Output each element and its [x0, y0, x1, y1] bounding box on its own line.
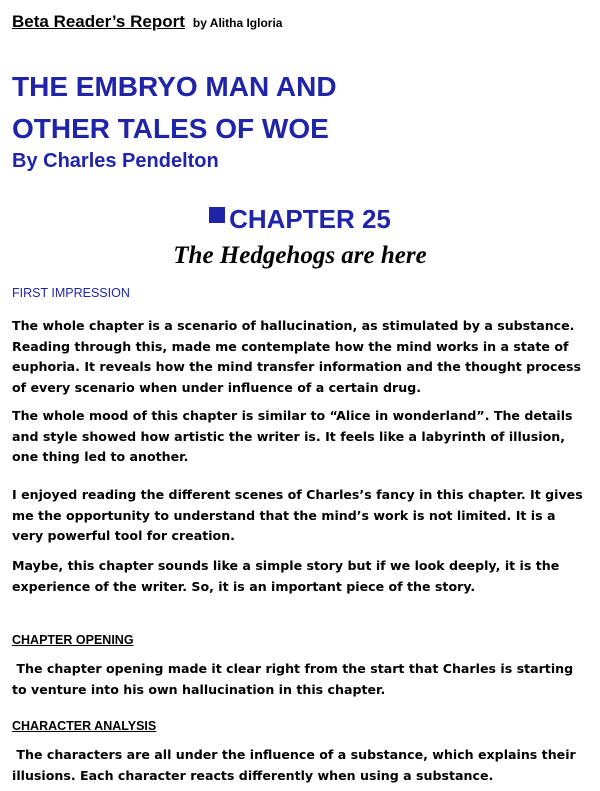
character-analysis-paragraph: The characters are all under the influence of a substance, which explains their illusions. Each character reacts differently when using a substance. — [12, 747, 581, 783]
chapter-heading — [0, 204, 600, 235]
book-author: By Charles Pendelton — [12, 150, 219, 172]
first-impression-paragraph: I enjoyed reading the different scenes of Charles’s fancy in this chapter. It gives me the opportunity to understand that the mind’s work is not limited. It is a very powerful tool for creation. — [12, 487, 583, 543]
report-header — [12, 12, 282, 32]
book-title: THE EMBRYO MAN AND OTHER TALES OF WOE — [12, 71, 337, 144]
chapter-opening-label: CHAPTER OPENING — [12, 633, 134, 647]
first-impression-paragraph: The whole mood of this chapter is similar to “Alice in wonderland”. The details and style showed how artistic the writer is. It feels like a labyrinth of illusion, one thing led to another. — [12, 408, 573, 464]
chapter-heading-text: CHAPTER 25 — [229, 204, 391, 234]
character-analysis-label: CHARACTER ANALYSIS — [12, 719, 157, 733]
report-author-byline: by Alitha Igloria — [192, 16, 283, 30]
square-bullet-icon — [209, 207, 225, 223]
first-impression-label: FIRST IMPRESSION — [12, 286, 130, 300]
chapter-opening-paragraph: The chapter opening made it clear right from the start that Charles is starting to venture into his own hallucination in this chapter. — [12, 661, 578, 697]
chapter-subtitle: The Hedgehogs are here — [173, 242, 427, 269]
first-impression-paragraph: The whole chapter is a scenario of hallucination, as stimulated by a substance. Reading through this, made me contemplate how the mind works in a state of euphoria. It reveals how the mind transfer information and the thought process of every scenario when under influence of a certain drug. — [12, 318, 582, 395]
first-impression-paragraph: Maybe, this chapter sounds like a simple story but if we look deeply, it is the experience of the writer. So, it is an important piece of the story. — [12, 558, 560, 594]
report-title: Beta Reader’s Report — [12, 12, 185, 31]
